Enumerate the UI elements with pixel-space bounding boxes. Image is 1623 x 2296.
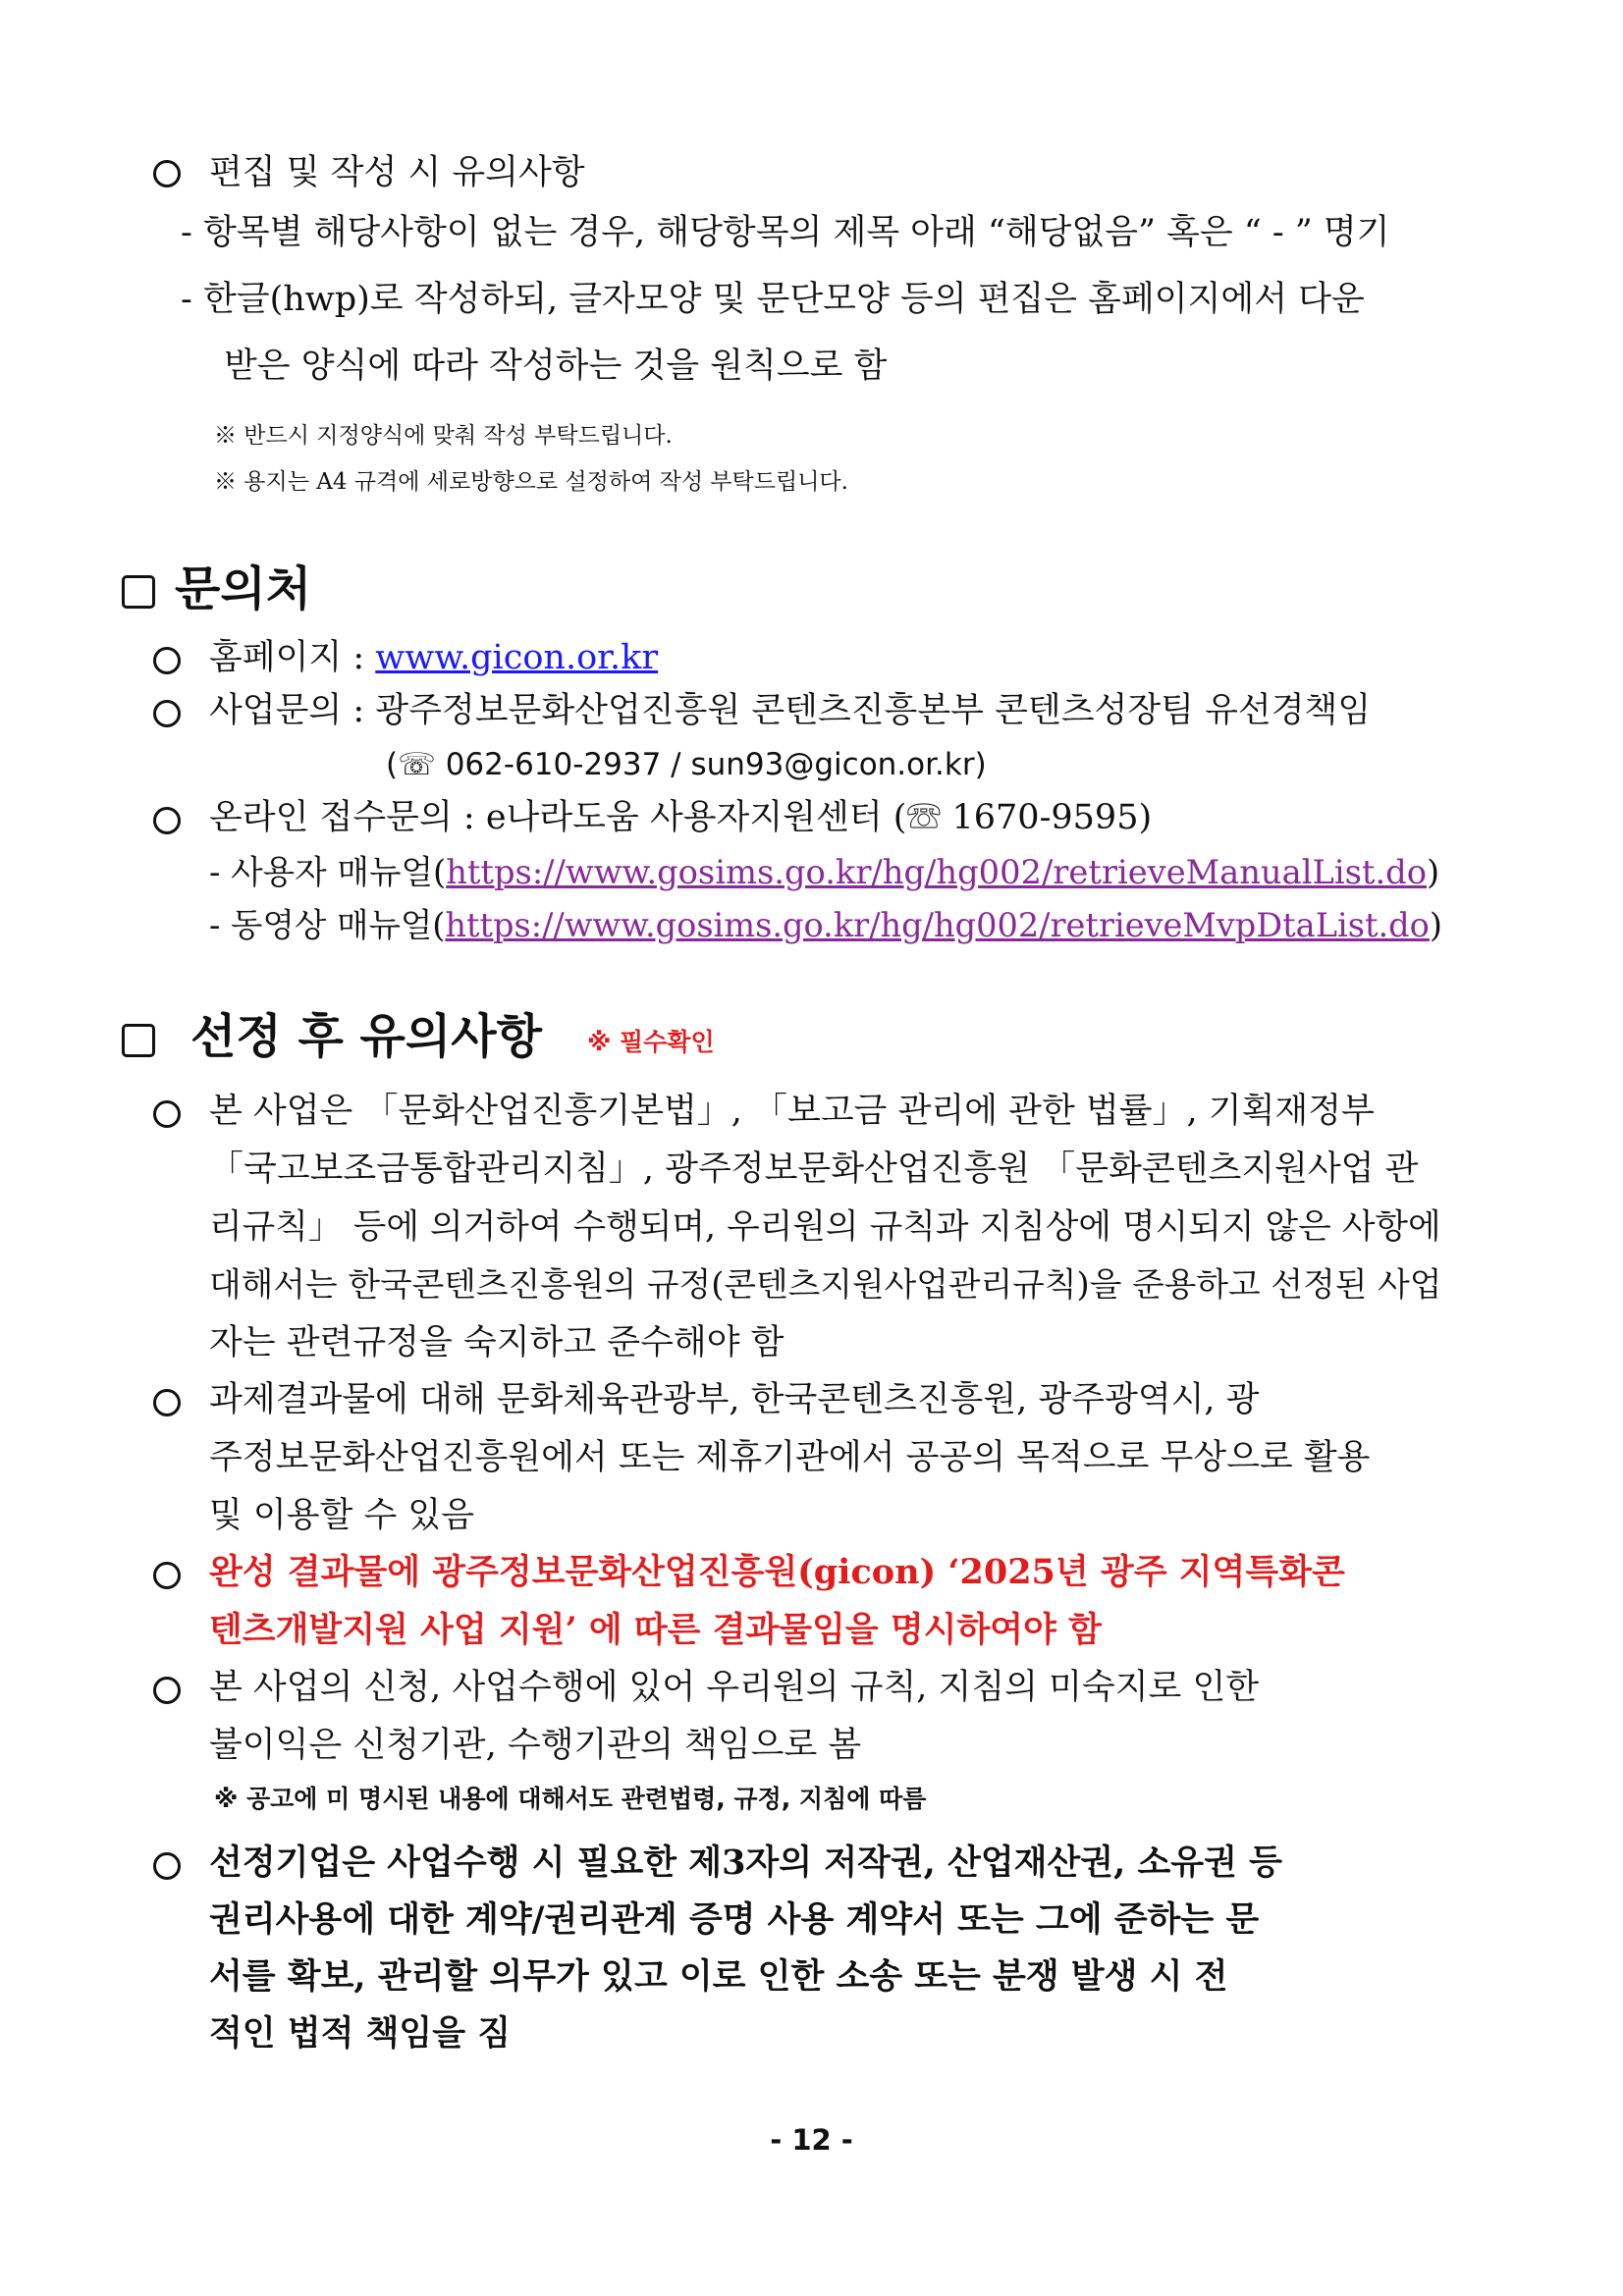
notice-p4-line-1: 본 사업의 신청, 사업수행에 있어 우리원의 규칙, 지침의 미숙지로 인한 bbox=[209, 1668, 1260, 1707]
notice-p2-line-3: 및 이용할 수 있음 bbox=[209, 1496, 475, 1535]
bullet-icon bbox=[153, 1852, 181, 1880]
bullet-icon bbox=[153, 647, 181, 674]
contact-online: 온라인 접수문의 : e나라도움 사용자지원센터 (☏ 1670-9595) bbox=[209, 798, 1153, 837]
notice-p1-line-5: 자는 관련규정을 숙지하고 준수해야 함 bbox=[209, 1323, 784, 1362]
bullet-icon bbox=[153, 1562, 181, 1589]
required-check-label: ※ 필수확인 bbox=[587, 1028, 715, 1056]
editing-note-1: ※ 반드시 지정양식에 맞춰 작성 부탁드립니다. bbox=[214, 423, 673, 449]
editing-title: 편집 및 작성 시 유의사항 bbox=[209, 153, 585, 192]
notice-p2-line-2: 주정보문화산업진흥원에서 또는 제휴기관에서 공공의 목적으로 무상으로 활용 bbox=[209, 1438, 1371, 1477]
notice-p5-line-3: 서를 확보, 관리할 의무가 있고 이로 인한 소송 또는 분쟁 발생 시 전 bbox=[209, 1956, 1228, 1997]
editing-item-2a: - 한글(hwp)로 작성하되, 글자모양 및 문단모양 등의 편집은 홈페이지에서 다운 bbox=[181, 280, 1365, 319]
bullet-icon bbox=[153, 1389, 181, 1416]
notice-p1-line-3: 리규칙」 등에 의거하여 수행되며, 우리원의 규칙과 지침상에 명시되지 않은 사항에 bbox=[209, 1207, 1441, 1247]
contact-video-manual bbox=[209, 902, 1442, 949]
notice-p3-line-1: 완성 결과물에 광주정보문화산업진흥원(gicon) ‘2025년 광주 지역특화콘 bbox=[209, 1552, 1345, 1592]
contact-homepage bbox=[209, 634, 658, 681]
checkbox-square-icon bbox=[122, 1024, 155, 1057]
notice-p1-line-2: 「국고보조금통합관리지침」, 광주정보문화산업진흥원 「문화콘텐츠지원사업 관 bbox=[209, 1149, 1419, 1189]
video-manual-link[interactable]: https://www.gosims.go.kr/hg/hg002/retrieveMvpDtaList.do bbox=[445, 906, 1430, 944]
notice-p3-line-2: 텐츠개발지원 사업 지원’ 에 따른 결과물임을 명시하여야 함 bbox=[209, 1610, 1102, 1650]
contact-business-phone-email: (☏ 062-610-2937 / sun93@gicon.or.kr) bbox=[386, 747, 987, 782]
notice-p5-line-1: 선정기업은 사업수행 시 필요한 제3자의 저작권, 산업재산권, 소유권 등 bbox=[209, 1842, 1282, 1883]
notice-p1-line-4: 대해서는 한국콘텐츠진흥원의 규정(콘텐츠지원사업관리규칙)을 준용하고 선정된 사업 bbox=[209, 1265, 1442, 1304]
notice-heading: 선정 후 유의사항 bbox=[190, 1009, 542, 1064]
editing-item-1: - 항목별 해당사항이 없는 경우, 해당항목의 제목 아래 “해당없음” 혹은 “ - ” 명기 bbox=[181, 213, 1390, 252]
page-number: - 12 - bbox=[770, 2123, 853, 2157]
user-manual-link[interactable]: https://www.gosims.go.kr/hg/hg002/retrieveManualList.do bbox=[446, 853, 1427, 891]
checkbox-square-icon bbox=[122, 575, 155, 609]
notice-p2-line-1: 과제결과물에 대해 문화체육관광부, 한국콘텐츠진흥원, 광주광역시, 광 bbox=[209, 1380, 1260, 1419]
notice-p4-line-2: 불이익은 신청기관, 수행기관의 책임으로 봄 bbox=[209, 1726, 862, 1765]
editing-item-2b: 받은 양식에 따라 작성하는 것을 원칙으로 함 bbox=[224, 347, 888, 386]
notice-p5-line-2: 권리사용에 대한 계약/권리관계 증명 사용 계약서 또는 그에 준하는 문 bbox=[209, 1899, 1260, 1940]
notice-note: ※ 공고에 미 명시된 내용에 대해서도 관련법령, 규정, 지침에 따름 bbox=[214, 1785, 927, 1813]
bullet-icon bbox=[153, 1677, 181, 1704]
contact-user-manual bbox=[209, 849, 1439, 896]
notice-p1-line-1: 본 사업은 「문화산업진흥기본법」, 「보고금 관리에 관한 법률」, 기획재정부 bbox=[209, 1092, 1375, 1131]
editing-note-2: ※ 용지는 A4 규격에 세로방향으로 설정하여 작성 부탁드립니다. bbox=[214, 469, 848, 495]
contact-business: 사업문의 : 광주정보문화산업진흥원 콘텐츠진흥본부 콘텐츠성장팀 유선경책임 bbox=[209, 691, 1372, 730]
close-paren: ) bbox=[1427, 853, 1440, 891]
user-manual-label: - 사용자 매뉴얼( bbox=[209, 853, 447, 891]
notice-p5-line-4: 적인 법적 책임을 짐 bbox=[209, 2013, 512, 2054]
homepage-link[interactable]: www.gicon.or.kr bbox=[375, 638, 659, 677]
bullet-icon bbox=[153, 160, 181, 187]
bullet-icon bbox=[153, 700, 181, 727]
bullet-icon bbox=[153, 1100, 181, 1128]
video-manual-label: - 동영상 매뉴얼( bbox=[209, 906, 446, 944]
contact-heading: 문의처 bbox=[175, 561, 312, 616]
close-paren: ) bbox=[1429, 906, 1442, 944]
homepage-label: 홈페이지 : bbox=[209, 638, 376, 677]
bullet-icon bbox=[153, 807, 181, 834]
